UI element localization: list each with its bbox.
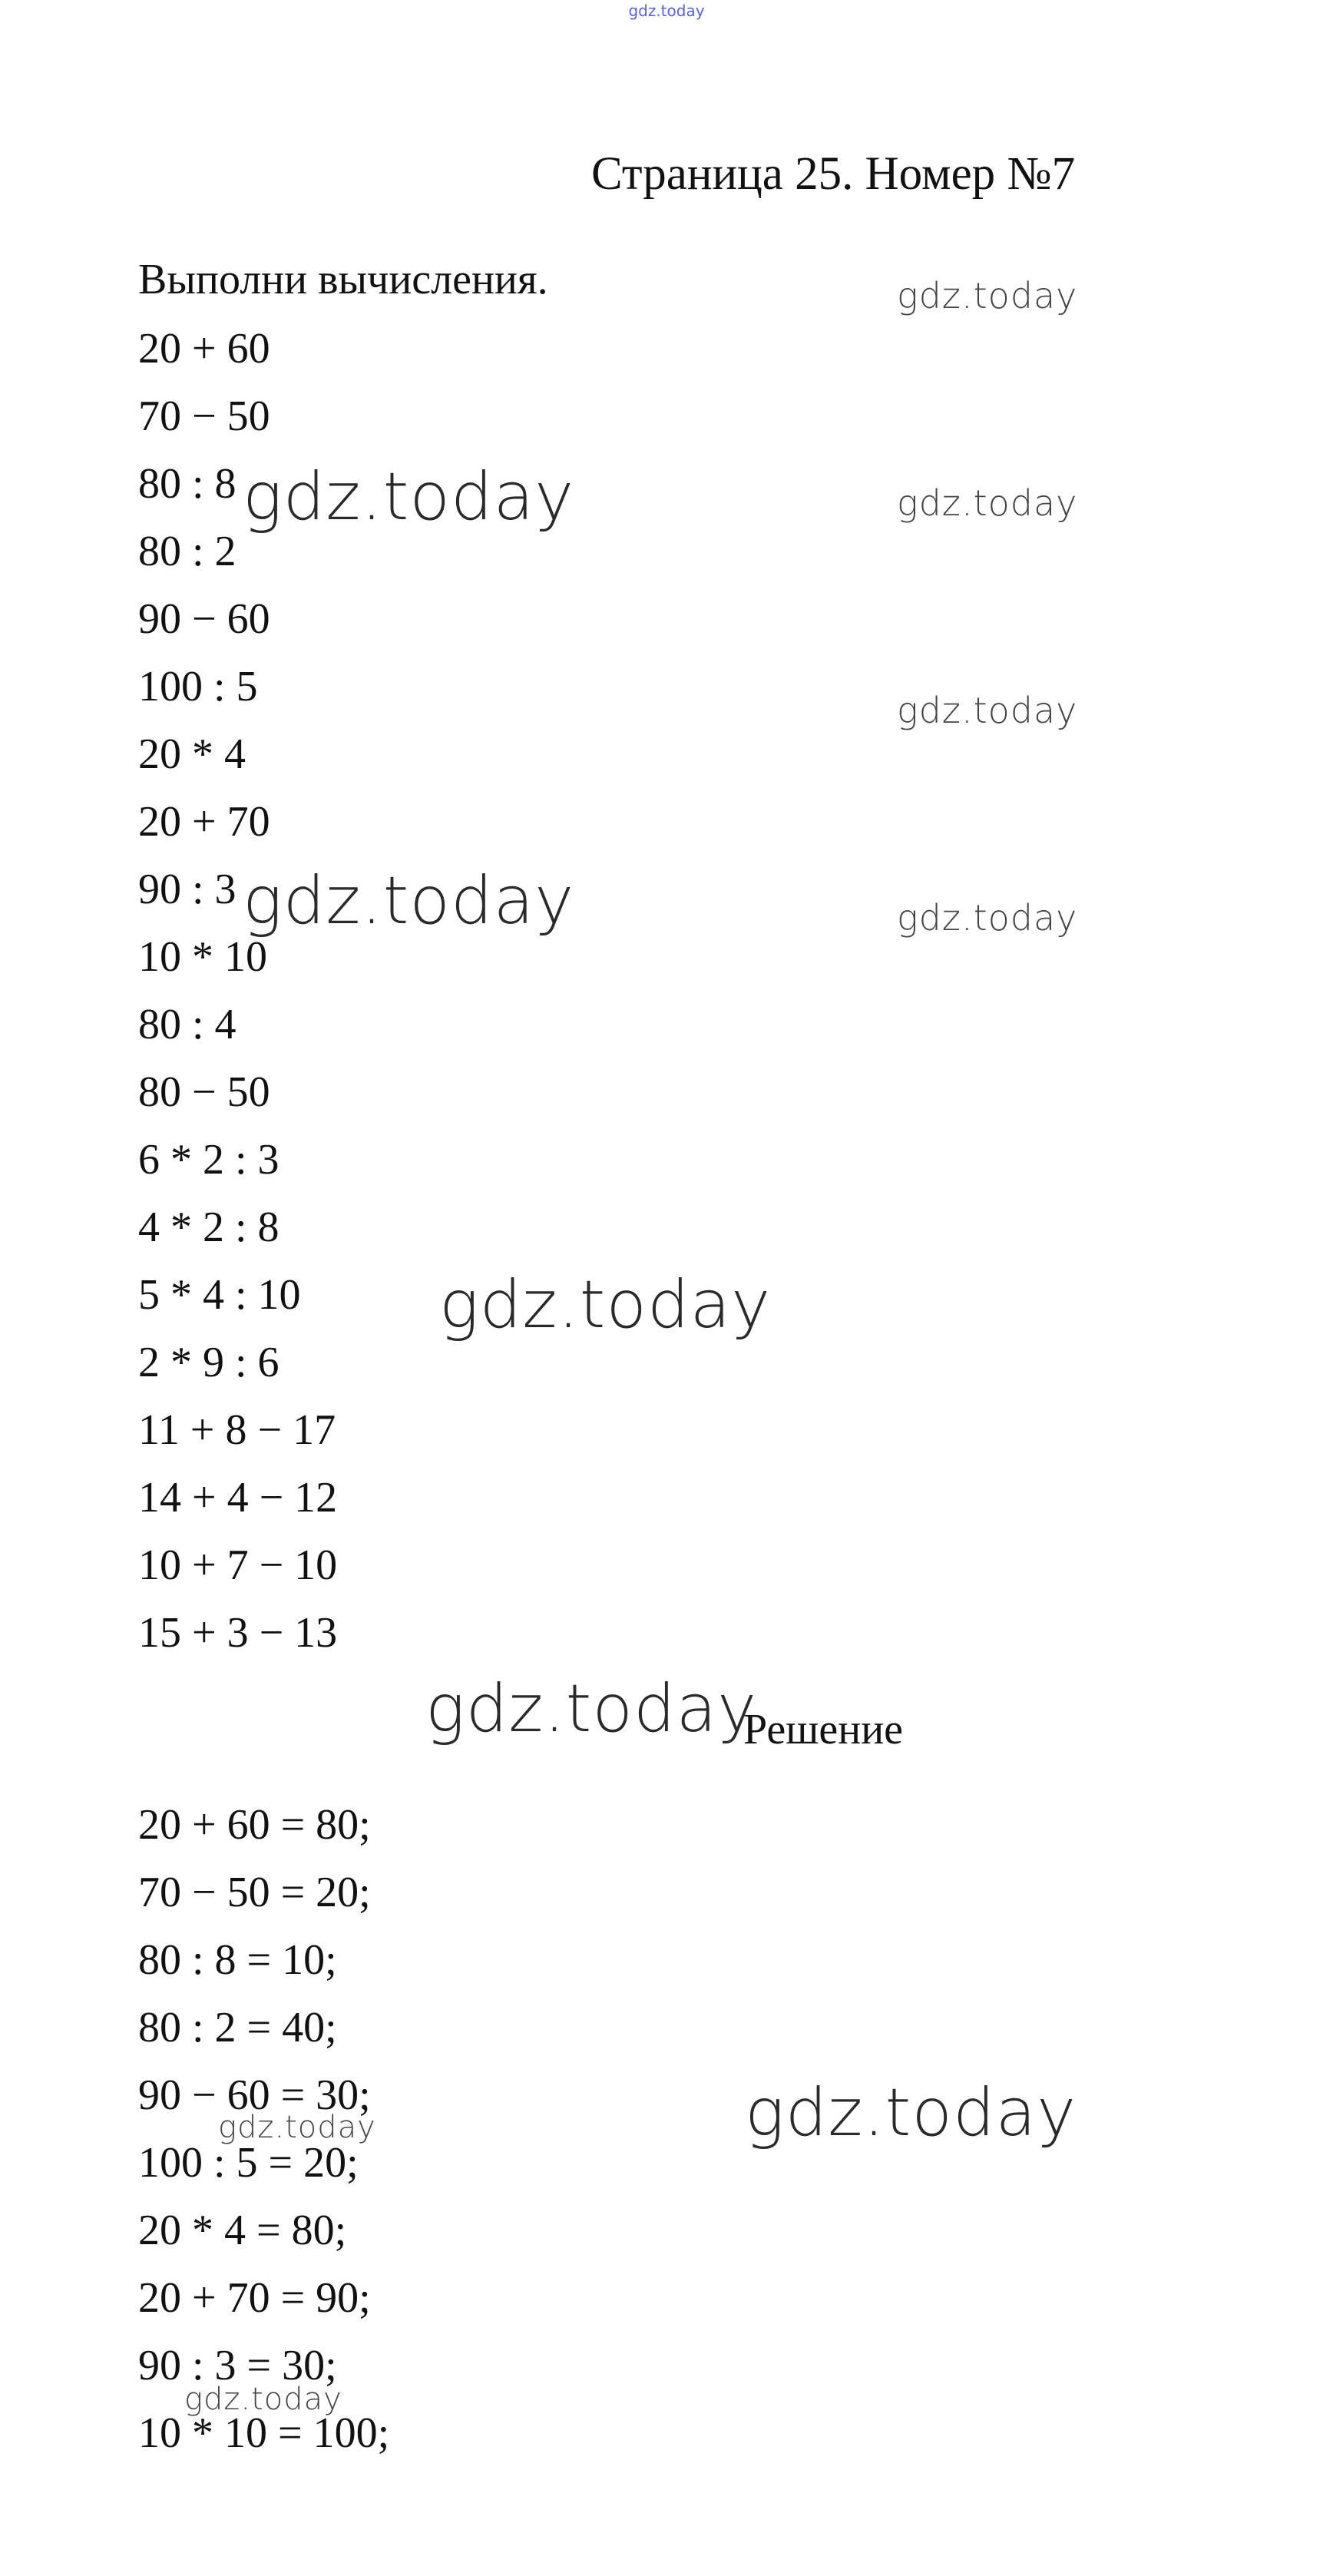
watermark: gdz.today xyxy=(218,2110,376,2145)
expression-line: 6 * 2 : 3 xyxy=(138,1136,280,1184)
page-title: Страница 25. Номер №7 xyxy=(591,148,1076,200)
expression-line: 5 * 4 : 10 xyxy=(138,1271,301,1319)
watermark: gdz.today xyxy=(897,482,1078,524)
expression-line: 11 + 8 − 17 xyxy=(138,1406,336,1454)
expression-line: 80 : 2 xyxy=(138,528,237,575)
watermark: gdz.today xyxy=(897,690,1078,731)
expression-line: 80 : 4 xyxy=(138,1001,237,1048)
solution-title: Решение xyxy=(743,1706,904,1753)
solution-line: 90 : 3 = 30; xyxy=(138,2342,337,2389)
task-prompt: Выполни вычисления. xyxy=(138,256,548,303)
solution-line: 10 * 10 = 100; xyxy=(138,2409,390,2457)
expression-line: 80 − 50 xyxy=(138,1068,270,1116)
expression-line: 14 + 4 − 12 xyxy=(138,1474,338,1521)
solution-line: 90 − 60 = 30; xyxy=(138,2071,371,2119)
expression-line: 15 + 3 − 13 xyxy=(138,1609,338,1657)
expression-line: 10 * 10 xyxy=(138,933,267,981)
watermark: gdz.today xyxy=(243,459,575,535)
expression-line: 80 : 8 xyxy=(138,460,237,508)
watermark: gdz.today xyxy=(439,1266,772,1343)
expression-line: 100 : 5 xyxy=(138,663,258,710)
solution-line: 70 − 50 = 20; xyxy=(138,1869,371,1916)
expression-line: 90 − 60 xyxy=(138,595,270,643)
solution-line: 20 + 60 = 80; xyxy=(138,1801,371,1849)
solution-line: 20 * 4 = 80; xyxy=(138,2207,347,2254)
expression-line: 20 + 70 xyxy=(138,798,270,846)
watermark: gdz.today xyxy=(897,275,1078,316)
expression-line: 10 + 7 − 10 xyxy=(138,1541,338,1589)
solution-line: 100 : 5 = 20; xyxy=(138,2139,359,2187)
watermark: gdz.today xyxy=(745,2074,1077,2151)
solution-line: 80 : 2 = 40; xyxy=(138,2004,337,2051)
expression-line: 20 + 60 xyxy=(138,325,270,372)
watermark: gdz.today xyxy=(184,2382,342,2417)
expression-line: 20 * 4 xyxy=(138,730,246,778)
watermark-top: gdz.today xyxy=(628,2,705,20)
watermark: gdz.today xyxy=(425,1670,758,1747)
solution-line: 20 + 70 = 90; xyxy=(138,2274,371,2322)
expression-line: 2 * 9 : 6 xyxy=(138,1339,280,1386)
solution-line: 80 : 8 = 10; xyxy=(138,1936,337,1984)
watermark: gdz.today xyxy=(243,863,575,939)
expression-line: 4 * 2 : 8 xyxy=(138,1204,280,1251)
expression-line: 90 : 3 xyxy=(138,866,237,913)
watermark: gdz.today xyxy=(897,897,1078,939)
expression-line: 70 − 50 xyxy=(138,392,270,440)
